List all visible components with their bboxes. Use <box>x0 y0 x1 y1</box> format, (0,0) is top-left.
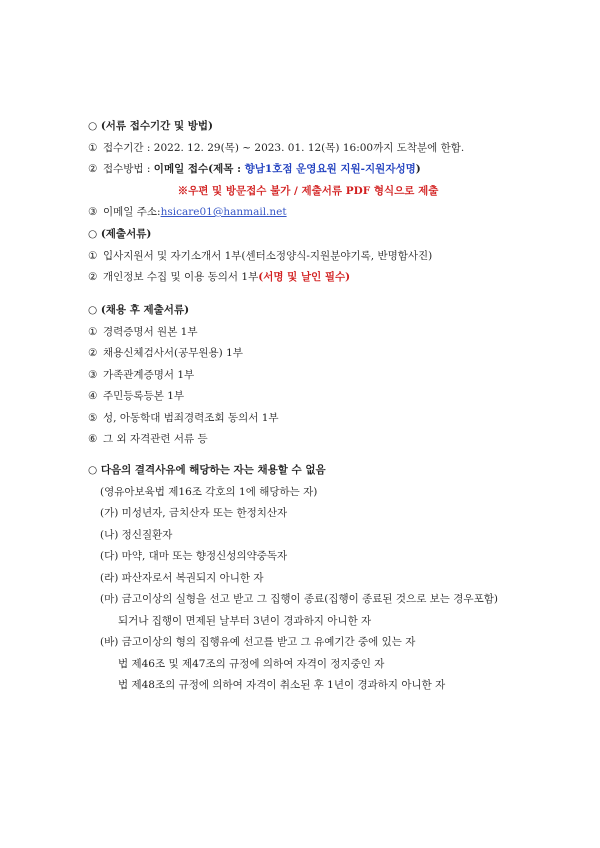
document-item <box>88 246 528 268</box>
method-line <box>88 159 528 181</box>
required-documents-section <box>88 224 528 289</box>
disqualification-item: (나) 정신질환자 <box>100 528 173 541</box>
email-label: 이메일 주소: <box>103 206 161 218</box>
disqualification-item: (다) 마약, 대마 또는 향정신성의약중독자 <box>100 550 288 562</box>
subject-open: (제목 : <box>208 163 245 175</box>
item-text: 가족관계증명서 1부 <box>103 368 195 381</box>
item-text: 주민등록등본 1부 <box>103 390 185 402</box>
item-text: 그 외 자격관련 서류 등 <box>103 433 208 445</box>
item-text: 경력증명서 원본 1부 <box>103 325 198 338</box>
submission-note: ※우편 및 방문접수 불가 / 제출서류 PDF 형식으로 제출 <box>177 184 439 197</box>
section-heading: ○ 다음의 결격사유에 해당하는 자는 채용할 수 없음 <box>88 464 326 476</box>
document-text: 개인정보 수집 및 이용 동의서 1부 <box>103 271 259 283</box>
section-heading: ○ (채용 후 제출서류) <box>88 304 190 316</box>
signature-emphasis: (서명 및 날인 필수) <box>258 271 351 283</box>
list-item <box>88 343 528 365</box>
subject-close: ) <box>415 163 421 175</box>
method-email: 이메일 접수 <box>153 163 209 175</box>
period-line <box>88 138 528 160</box>
item-number: ③ <box>88 206 98 218</box>
item-number: ⑤ <box>88 411 98 424</box>
item-number: ④ <box>88 390 98 402</box>
item-text: 채용신체검사서(공무원용) 1부 <box>103 347 243 359</box>
item-number: ② <box>88 347 98 359</box>
list-item <box>88 365 528 387</box>
section-heading: ○ (제출서류) <box>88 228 152 240</box>
item-number: ① <box>88 141 98 154</box>
section-heading: ○ (서류 접수기간 및 방법) <box>88 120 214 132</box>
email-line <box>88 202 528 224</box>
list-item <box>88 322 528 344</box>
item-number: ③ <box>88 368 98 381</box>
item-text: 성, 아동학대 범죄경력조회 동의서 1부 <box>103 411 279 424</box>
disqualification-item: (라) 파산자로서 복권되지 아니한 자 <box>100 571 264 584</box>
item-number: ① <box>88 249 98 262</box>
document-item <box>88 267 528 289</box>
disqualification-item: (마) 금고이상의 실형을 선고 받고 그 집행이 종료(집행이 종료된 것으로 보는 경우포함) <box>100 593 498 605</box>
document-text: 입사지원서 및 자기소개서 1부(센터소정양식-지원분야기록, 반명함사진) <box>103 249 433 262</box>
disqualification-section <box>88 460 528 697</box>
disqualification-item: (바) 금고이상의 형의 집행유예 선고를 받고 그 유예기간 중에 있는 자 <box>100 636 416 648</box>
disqualification-item: 법 제48조의 규정에 의하여 자격이 취소된 후 1년이 경과하지 아니한 자 <box>118 679 446 691</box>
post-hire-documents-section <box>88 300 528 451</box>
disqualification-item: (가) 미성년자, 금치산자 또는 한정치산자 <box>100 507 288 519</box>
list-item <box>88 429 528 451</box>
item-number: ⑥ <box>88 433 98 445</box>
item-number: ② <box>88 271 98 283</box>
method-prefix: 접수방법 : <box>103 163 154 175</box>
legal-basis: (영유아보육법 제16조 각호의 1에 해당하는 자) <box>100 485 318 498</box>
disqualification-item: 법 제46조 및 제47조의 규정에 의하여 자격이 정지중인 자 <box>118 657 385 670</box>
list-item <box>88 408 528 430</box>
subject-text: 향남1호점 운영요원 지원-지원자성명 <box>244 163 416 175</box>
email-link[interactable]: hsicare01@hanmail.net <box>160 206 287 218</box>
list-item <box>88 386 528 408</box>
disqualification-item-continued: 되거나 집행이 면제된 날부터 3년이 경과하지 아니한 자 <box>118 614 372 627</box>
item-number: ① <box>88 325 98 338</box>
period-text: 접수기간 : 2022. 12. 29(목) ~ 2023. 01. 12(목) 16:00까지 도착분에 한함. <box>103 141 465 154</box>
submission-period-section <box>88 116 528 224</box>
item-number: ② <box>88 163 98 175</box>
